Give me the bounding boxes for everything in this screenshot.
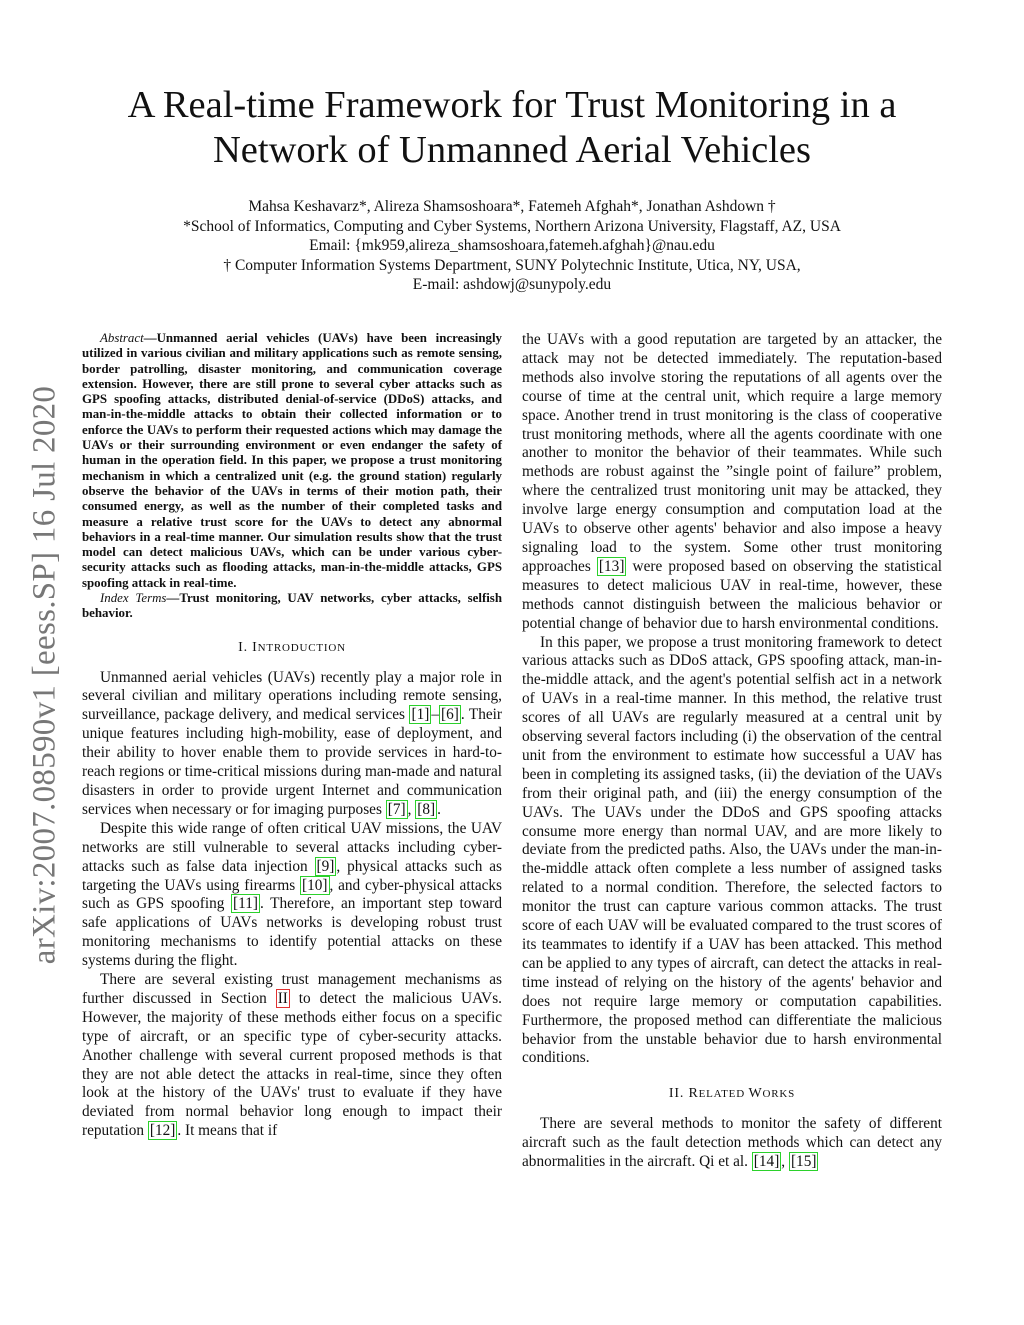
arxiv-stamp-text: arXiv:2007.08590v1 [eess.SP] 16 Jul 2020 <box>26 385 63 965</box>
author-block <box>60 197 964 295</box>
paper-title <box>60 83 964 173</box>
index-terms-label: Index Terms <box>100 591 167 606</box>
arxiv-stamp <box>15 365 75 985</box>
intro-paragraph-3: There are several existing trust management mechanisms as further discussed in Section II to detect the malicious UAVs. However, the majority of these methods either focus on a specific type of aircraft, or an specific type of cyber-security attacks. Another challenge with several current proposed methods is that they are not able detect the attacks in real-time, since they often look at the history of the UAVs' trust to evaluate if they have deviated from normal behavior long enough to impact their reputation [12] . It means that if <box>82 971 502 1140</box>
section-link[interactable]: II <box>277 989 288 1007</box>
abstract <box>82 331 502 622</box>
abstract-paragraph <box>82 331 502 591</box>
abstract-label: Abstract <box>100 331 144 345</box>
index-terms-text: —Trust monitoring, UAV networks, cyber attacks, selfish behavior. <box>82 591 502 621</box>
right-paragraph-1: the UAVs with a good reputation are targeted by an attacker, the attack may not be detected immediately. The reputation-based methods also involve storing the reputations of all agents over the course of time at the central unit, which require a large memory space. Another trend in trust monitoring is the class of cooperative trust monitoring methods, where all the agents coordinate with one another to monitor the behavior of their teammates. While such methods are robust against the ”single point of failure” problem, where the centralized trust monitoring unit may be attacked, they involve large energy consumption and computation load at the UAVs to observe other agents' behavior and also impose a heavy signaling load to the system. Some other trust monitoring approaches [13] were proposed based on observing the statistical measures to detect malicious UAV in real-time, however, these methods cannot distinguish between the malicious behavior or potential change of behavior due to harsh environmental conditions. <box>522 331 942 632</box>
section-heading-introduction: I. INTRODUCTION <box>238 639 346 655</box>
intro-paragraph-2: Despite this wide range of often critical UAV missions, the UAV networks are still vulnerable to several attacks including cyber-attacks such as false data injection [9] , physical attacks such as targeting the UAVs using firearms [10] , and cyber-physical attacks such as GPS spoofing [11] . Therefore, an important step toward safe applications of UAVs networks is developing robust trust monitoring mechanisms to identify potential attacks on these systems during the flight. <box>82 819 502 970</box>
title-line-1: A Real-time Framework for Trust Monitoring in a <box>127 84 897 126</box>
email-1: Email: {mk959,alireza_shamsoshoara,fatemeh.afghah}@nau.edu <box>309 237 715 254</box>
citation-link[interactable]: [12] <box>149 1122 176 1140</box>
author-names: Mahsa Keshavarz*, Alireza Shamsoshoara*, Fatemeh Afghah*, Jonathan Ashdown † <box>248 198 776 215</box>
affiliation-2: † Computer Information Systems Department, SUNY Polytechnic Institute, Utica, NY, USA, <box>223 256 801 274</box>
citation-link[interactable]: [7] <box>387 800 406 818</box>
title-line-2: Network of Unmanned Aerial Vehicles <box>212 129 811 171</box>
citation-link[interactable]: [1] <box>411 706 430 724</box>
affiliation-1: *School of Informatics, Computing and Cyber Systems, Northern Arizona University, Flagstaff, AZ, USA <box>183 217 841 235</box>
right-paragraph-2: In this paper, we propose a trust monitoring framework to detect various attacks such as DDoS attack, GPS spoofing attack, man-in-the-middle attack, and the agent's potential selfish act in a network of UAVs in a real-time manner. In this method, the relative trust scores of all UAVs are regularly measured at a central unit by observing several factors including (i) the observation of the central unit from the environment to estimate how successful a UAV has been in completing its assigned tasks, (ii) the deviation of the UAVs from their original path, and (iii) the energy consumption of the UAVs. The UAVs under the DDoS and GPS spoofing attacks consume more energy than normal UAV, and are more likely to deviate from the predicted paths. Also, the UAVs under the man-in-the-middle attack often complete a less number of assigned tasks related to a normal condition. Therefore, the selected factors to monitor the trust can capture various common attacks. The trust score of each UAV will be evaluated compared to the trust scores of its teammates to identify if a UAV has been attacked. This method can be applied to any types of aircraft, can detect the attacks in real-time instead of relying on the history of the agents' behavior and does not require large memory or computation capabilities. Furthermore, the proposed method can differentiate the malicious behavior from the unstable behavior due to harsh environmental conditions. <box>522 633 942 1067</box>
section-heading-related-works: II. RELATED WORKS <box>668 1086 796 1102</box>
citation-link[interactable]: [6] <box>440 706 459 724</box>
citation-link[interactable]: [14] <box>753 1153 780 1171</box>
abstract-text: —Unmanned aerial vehicles (UAVs) have been increasingly utilized in various civilian and military applications such as remote sensing, border patrolling, disaster monitoring, and communication coverage extension. However, there are still prone to several cyber attacks such as GPS spoofing attacks, distributed denial-of-service (DDoS) attacks, and man-in-the-middle attacks to obtain their collected information or to enforce the UAVs to perform their requested actions which may damage the UAVs or their surrounding environment or even endanger the safety of human in the operation field. In this paper, we propose a trust monitoring mechanism in which a centralized unit (e.g. the ground station) regularly observe the behavior of the UAVs in terms of their motion path, their consumed energy, as well as the number of their completed tasks and measure a relative trust score for the UAVs to detect any abnormal behaviors in a real-time manner. Our simulation results show that the trust model can detect malicious UAVs, which can be under various cyber-security attacks such as flooding attacks, man-in-the-middle attacks, GPS spoofing attack in real-time. <box>82 331 502 590</box>
citation-link[interactable]: [9] <box>316 857 335 875</box>
citation-link[interactable]: [13] <box>598 557 625 575</box>
related-paragraph-1: There are several methods to monitor the safety of different aircraft such as the fault detection methods which can detect any abnormalities in the aircraft. Qi et al. [14] , [15] <box>522 1115 942 1171</box>
left-column <box>82 331 502 1141</box>
index-terms <box>82 591 502 622</box>
citation-link[interactable]: [8] <box>417 800 436 818</box>
intro-paragraph-1: Unmanned aerial vehicles (UAVs) recently play a major role in several civilian and military operations including remote sensing, surveillance, package delivery, and medical services [1] – [6] . Their unique features including high-mobility, ease of deployment, and their ability to hover enable them to provide services in hard-to-reach regions or time-critical missions during man-made and natural disasters in order to provide urgent Internet and communication services when necessary or for imaging purposes [7] , [8] . <box>82 668 502 818</box>
email-2: E-mail: ashdowj@sunypoly.edu <box>412 276 612 293</box>
citation-link[interactable]: [11] <box>233 895 258 913</box>
citation-link[interactable]: [10] <box>302 876 328 894</box>
citation-link[interactable]: [15] <box>790 1153 817 1171</box>
right-column <box>522 331 942 1172</box>
